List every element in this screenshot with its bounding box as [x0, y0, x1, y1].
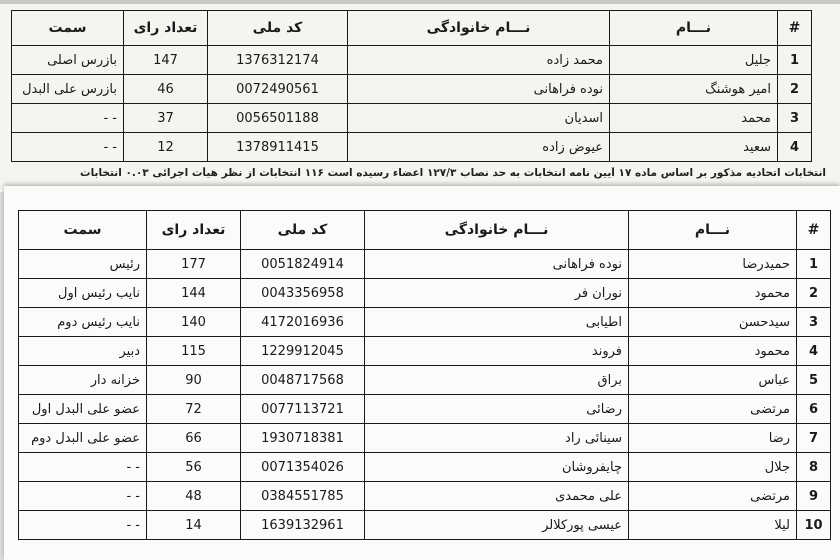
votes-cell: 72: [147, 395, 241, 424]
position-cell: دبیر: [19, 337, 147, 366]
table-header-row: [19, 211, 831, 250]
position-cell: خزانه دار: [19, 366, 147, 395]
header-family-name: نـــام خانوادگی: [348, 11, 610, 46]
position-cell: رئیس: [19, 250, 147, 279]
position-cell: بازرس علی البدل: [12, 75, 124, 104]
inspectors-table: [11, 10, 812, 162]
national-code-cell: 1639132961: [241, 511, 365, 540]
header-family-name: نـــام خانوادگی: [365, 211, 629, 250]
national-code-cell: 1930718381: [241, 424, 365, 453]
table-row: [19, 337, 831, 366]
votes-cell: 37: [124, 104, 208, 133]
header-number: #: [778, 11, 812, 46]
position-cell: - -: [12, 104, 124, 133]
first-name-cell: محمود: [629, 279, 797, 308]
header-number: #: [797, 211, 831, 250]
position-cell: بازرس اصلی: [12, 46, 124, 75]
first-name-cell: حمیدرضا: [629, 250, 797, 279]
table-row: [12, 104, 812, 133]
votes-cell: 46: [124, 75, 208, 104]
national-code-cell: 0056501188: [208, 104, 348, 133]
family-name-cell: علی محمدی: [365, 482, 629, 511]
header-first-name: نـــام: [629, 211, 797, 250]
position-cell: عضو علی البدل اول: [19, 395, 147, 424]
position-cell: عضو علی البدل دوم: [19, 424, 147, 453]
header-position: سمت: [19, 211, 147, 250]
table-row: [12, 46, 812, 75]
votes-cell: 140: [147, 308, 241, 337]
first-name-cell: جلیل: [610, 46, 778, 75]
table-row: [12, 133, 812, 162]
position-cell: - -: [12, 133, 124, 162]
first-name-cell: سعید: [610, 133, 778, 162]
national-code-cell: 0051824914: [241, 250, 365, 279]
votes-cell: 48: [147, 482, 241, 511]
national-code-cell: 0071354026: [241, 453, 365, 482]
table-row: [19, 395, 831, 424]
first-name-cell: رضا: [629, 424, 797, 453]
table-row: [19, 511, 831, 540]
table-row: [19, 424, 831, 453]
family-name-cell: رضائی: [365, 395, 629, 424]
family-name-cell: براق: [365, 366, 629, 395]
row-number: 7: [797, 424, 831, 453]
row-number: 2: [778, 75, 812, 104]
row-number: 3: [797, 308, 831, 337]
family-name-cell: چایفروشان: [365, 453, 629, 482]
family-name-cell: نوده فراهانی: [365, 250, 629, 279]
national-code-cell: 4172016936: [241, 308, 365, 337]
national-code-cell: 1229912045: [241, 337, 365, 366]
row-number: 1: [797, 250, 831, 279]
position-cell: - -: [19, 511, 147, 540]
election-note: انتخابات اتحادیه مذکور بر اساس ماده ۱۷ آیین نامه انتخابات به حد نصاب ۱۲۷/۳ اعضاء رسیده است ۱۱۶ انتخابات از نظر هیأت اجرائی ۰.۰۳ انتخابات: [80, 167, 826, 179]
national-code-cell: 1376312174: [208, 46, 348, 75]
first-name-cell: مرتضی: [629, 482, 797, 511]
table-header-row: [12, 11, 812, 46]
table-row: [12, 75, 812, 104]
family-name-cell: نوده فراهانی: [348, 75, 610, 104]
row-number: 3: [778, 104, 812, 133]
family-name-cell: فروند: [365, 337, 629, 366]
row-number: 10: [797, 511, 831, 540]
first-name-cell: سیدحسن: [629, 308, 797, 337]
table-row: [19, 366, 831, 395]
row-number: 4: [797, 337, 831, 366]
votes-cell: 66: [147, 424, 241, 453]
first-name-cell: جلال: [629, 453, 797, 482]
header-national-code: کد ملی: [208, 11, 348, 46]
family-name-cell: اسدیان: [348, 104, 610, 133]
national-code-cell: 1378911415: [208, 133, 348, 162]
first-name-cell: محمود: [629, 337, 797, 366]
first-name-cell: عباس: [629, 366, 797, 395]
table-row: [19, 250, 831, 279]
votes-cell: 144: [147, 279, 241, 308]
votes-cell: 12: [124, 133, 208, 162]
family-name-cell: اطیابی: [365, 308, 629, 337]
votes-cell: 177: [147, 250, 241, 279]
table-row: [19, 453, 831, 482]
first-name-cell: محمد: [610, 104, 778, 133]
position-cell: - -: [19, 482, 147, 511]
votes-cell: 56: [147, 453, 241, 482]
header-votes: تعداد رای: [124, 11, 208, 46]
sheet-edge: [0, 0, 840, 4]
header-first-name: نـــام: [610, 11, 778, 46]
row-number: 2: [797, 279, 831, 308]
header-votes: تعداد رای: [147, 211, 241, 250]
board-members-table: [18, 210, 831, 540]
table-row: [19, 482, 831, 511]
first-name-cell: مرتضی: [629, 395, 797, 424]
votes-cell: 115: [147, 337, 241, 366]
first-name-cell: لیلا: [629, 511, 797, 540]
row-number: 1: [778, 46, 812, 75]
row-number: 6: [797, 395, 831, 424]
row-number: 5: [797, 366, 831, 395]
votes-cell: 90: [147, 366, 241, 395]
family-name-cell: عیسی پورکلالر: [365, 511, 629, 540]
row-number: 4: [778, 133, 812, 162]
votes-cell: 147: [124, 46, 208, 75]
first-name-cell: امیر هوشنگ: [610, 75, 778, 104]
family-name-cell: نوران فر: [365, 279, 629, 308]
votes-cell: 14: [147, 511, 241, 540]
row-number: 9: [797, 482, 831, 511]
header-national-code: کد ملی: [241, 211, 365, 250]
table-row: [19, 279, 831, 308]
national-code-cell: 0077113721: [241, 395, 365, 424]
row-number: 8: [797, 453, 831, 482]
position-cell: نایب رئیس اول: [19, 279, 147, 308]
family-name-cell: سینائی راد: [365, 424, 629, 453]
national-code-cell: 0043356958: [241, 279, 365, 308]
top-sheet: [0, 0, 840, 192]
family-name-cell: محمد زاده: [348, 46, 610, 75]
national-code-cell: 0048717568: [241, 366, 365, 395]
national-code-cell: 0072490561: [208, 75, 348, 104]
family-name-cell: عیوض زاده: [348, 133, 610, 162]
table-row: [19, 308, 831, 337]
national-code-cell: 0384551785: [241, 482, 365, 511]
position-cell: - -: [19, 453, 147, 482]
bottom-sheet: [4, 186, 840, 560]
header-position: سمت: [12, 11, 124, 46]
position-cell: نایب رئیس دوم: [19, 308, 147, 337]
